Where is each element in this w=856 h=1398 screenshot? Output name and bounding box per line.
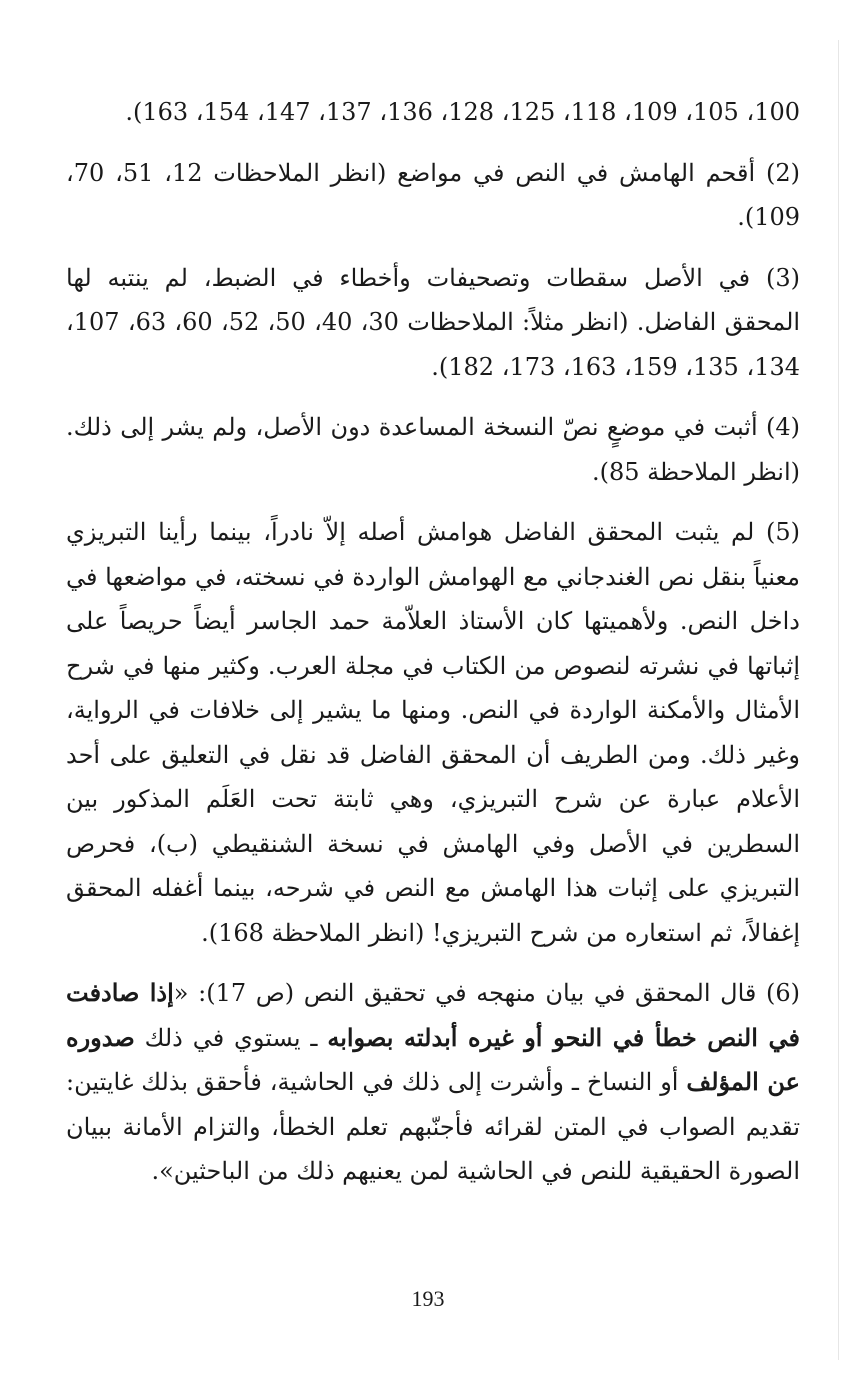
paragraph-text: أو النساخ ـ وأشرت إلى ذلك في الحاشية، فأحقق بذلك غايتين: تقديم الصواب في المتن لقرائه فأجنّبهم تعلم الخطأ، والتزام الأمانة ببيان الصورة الحقيقية للنص في الحاشية لمن يعنيهم ذلك من الباحثين». (66, 1068, 800, 1185)
paragraph-continuation (66, 90, 800, 135)
paragraph-note-5 (66, 510, 800, 955)
scan-margin-line (838, 40, 839, 1360)
paragraph-text: (6) قال المحقق في بيان منهجه في تحقيق النص (ص 17): « (173, 979, 800, 1007)
paragraph-text: (3) في الأصل سقطات وتصحيفات وأخطاء في الضبط، لم ينتبه لها المحقق الفاضل. (انظر مثلاً: الملاحظات 30، 40، 50، 52، 60، 63، 107، 134، 135، 159، 163، 173، 182). (66, 263, 801, 381)
page-text-body (66, 90, 800, 1194)
bold-quote-text: إذا صادفت في النص خطأ في النحو أو غيره أبدلته بصوابه (66, 978, 800, 1052)
paragraph-note-4 (66, 405, 800, 494)
page-number: 193 (411, 1286, 445, 1311)
paragraph-note-2 (66, 151, 800, 240)
paragraph-text: (2) أقحم الهامش في النص في مواضع (انظر الملاحظات 12، 51، 70، 109). (66, 158, 800, 231)
paragraph-text: (4) أثبت في موضعٍ نصّ النسخة المساعدة دون الأصل، ولم يشر إلى ذلك. (انظر الملاحظة 85). (66, 413, 800, 486)
paragraph-text: ـ يستوي في ذلك (134, 1023, 328, 1052)
paragraph-note-6 (66, 971, 800, 1194)
bold-quote-text: صدوره عن المؤلف (66, 1022, 800, 1096)
paragraph-text: (5) لم يثبت المحقق الفاضل هوامش أصله إلاّ نادراً، بينما رأينا التبريزي معنياً بنقل نص الغندجاني مع الهوامش الواردة في نسخته، في مواضعها في داخل النص. ولأهميتها كان الأستاذ العلاّمة حمد الجاسر أيضاً حريصاً على إثباتها في نشرته لنصوص من الكتاب في مجلة العرب. وكثير منها في شرح الأمثال والأمكنة الواردة في النص. ومنها ما يشير إلى خلافات في الرواية، وغير ذلك. ومن الطريف أن المحقق الفاضل قد نقل في التعليق على أحد الأعلام عبارة عن شرح التبريزي، وهي ثابتة تحت العَلَم المذكور بين السطرين في الأصل وفي الهامش في نسخة الشنقيطي (ب)، فحرص التبريزي على إثبات هذا الهامش مع النص في شرحه، بينما أغفله المحقق إغفالاً، ثم استعاره من شرح التبريزي! (انظر الملاحظة 168). (66, 518, 800, 947)
paragraph-text: 100، 105، 109، 118، 125، 128، 136، 137، 147، 154، 163). (125, 98, 800, 126)
paragraph-note-3 (66, 256, 800, 390)
